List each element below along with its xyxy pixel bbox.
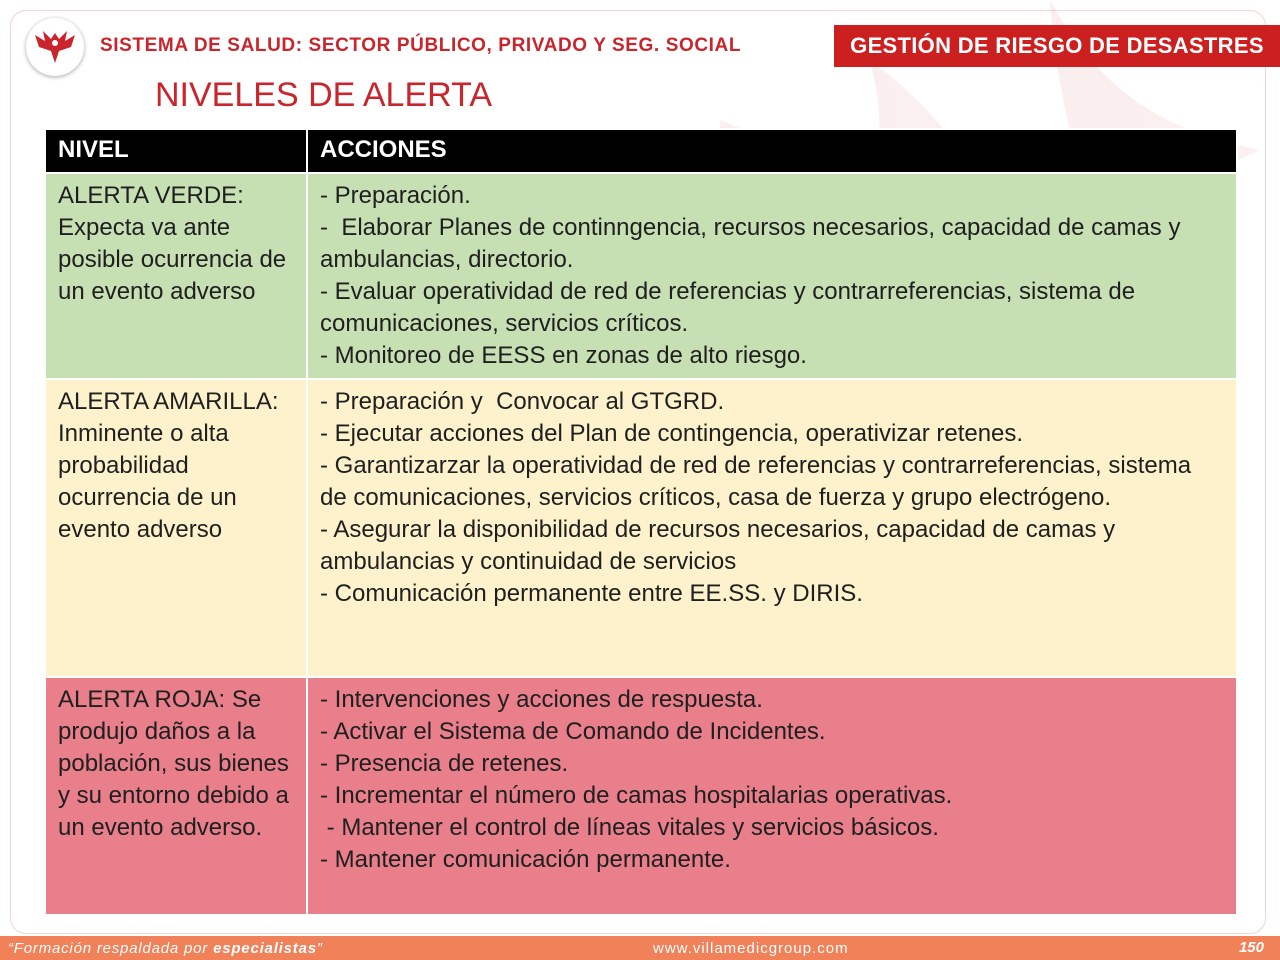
level-cell: ALERTA VERDE: Expecta va ante posible ocurrencia de un evento adverso: [45, 173, 307, 379]
table-row-alerta-verde: [45, 173, 1237, 379]
actions-cell: [307, 379, 1237, 677]
footer-quote-close: ”: [316, 940, 323, 957]
action-item: - Intervenciones y acciones de respuesta.: [320, 686, 763, 713]
footer-bar: [0, 936, 1280, 960]
action-item: - Preparación y Convocar al GTGRD.: [320, 388, 725, 415]
system-title: SISTEMA DE SALUD: SECTOR PÚBLICO, PRIVADO Y SEG. SOCIAL: [100, 35, 742, 56]
action-item: - Asegurar la disponibilidad de recursos necesarios, capacidad de camas y ambulancias y continuidad de servicios: [320, 516, 1122, 575]
level-cell: ALERTA AMARILLA: Inminente o alta probabilidad ocurrencia de un evento adverso: [45, 379, 307, 677]
header-nivel: NIVEL: [45, 129, 307, 173]
table-row-alerta-amarilla: [45, 379, 1237, 677]
action-item: - Preparación.: [320, 182, 471, 209]
table-row-alerta-roja: [45, 677, 1237, 915]
action-item: - Evaluar operatividad de red de referencias y contrarreferencias, sistema de comunicaciones, servicios críticos.: [320, 278, 1142, 337]
action-item: - Comunicación permanente entre EE.SS. y DIRIS.: [320, 580, 863, 607]
action-item: - Monitoreo de EESS en zonas de alto riesgo.: [320, 342, 807, 369]
header-acciones: ACCIONES: [307, 129, 1237, 173]
actions-cell: [307, 173, 1237, 379]
action-item: - Ejecutar acciones del Plan de contingencia, operativizar retenes.: [320, 420, 1024, 447]
action-item: - Presencia de retenes.: [320, 750, 569, 777]
page-number: 150: [1238, 939, 1264, 956]
footer-quote: [8, 940, 323, 957]
action-item: - Garantizarzar la operatividad de red de referencias y contrarreferencias, sistema de comunicaciones, servicios críticos, casa de fuerza y grupo electrógeno.: [320, 452, 1198, 511]
footer-website: www.villamedicgroup.com: [653, 940, 849, 957]
action-item: - Activar el Sistema de Comando de Incidentes.: [320, 718, 826, 745]
action-item: - Mantener comunicación permanente.: [320, 846, 731, 873]
action-item: - Elaborar Planes de continngencia, recursos necesarios, capacidad de camas y ambulancias, directorio.: [320, 214, 1188, 273]
risk-management-banner: GESTIÓN DE RIESGO DE DESASTRES: [834, 25, 1280, 67]
phoenix-logo-icon: [26, 18, 84, 76]
action-item: - Incrementar el número de camas hospitalarias operativas.: [320, 782, 953, 809]
footer-quote-bold: especialistas: [213, 940, 317, 957]
action-item: - Mantener el control de líneas vitales y servicios básicos.: [320, 814, 939, 841]
table-header-row: [45, 129, 1237, 173]
footer-quote-open: “Formación respaldada por: [8, 940, 214, 957]
page-title: NIVELES DE ALERTA: [155, 76, 492, 114]
alert-levels-table: [44, 128, 1238, 916]
level-cell: ALERTA ROJA: Se produjo daños a la población, sus bienes y su entorno debido a un evento adverso.: [45, 677, 307, 915]
actions-cell: [307, 677, 1237, 915]
